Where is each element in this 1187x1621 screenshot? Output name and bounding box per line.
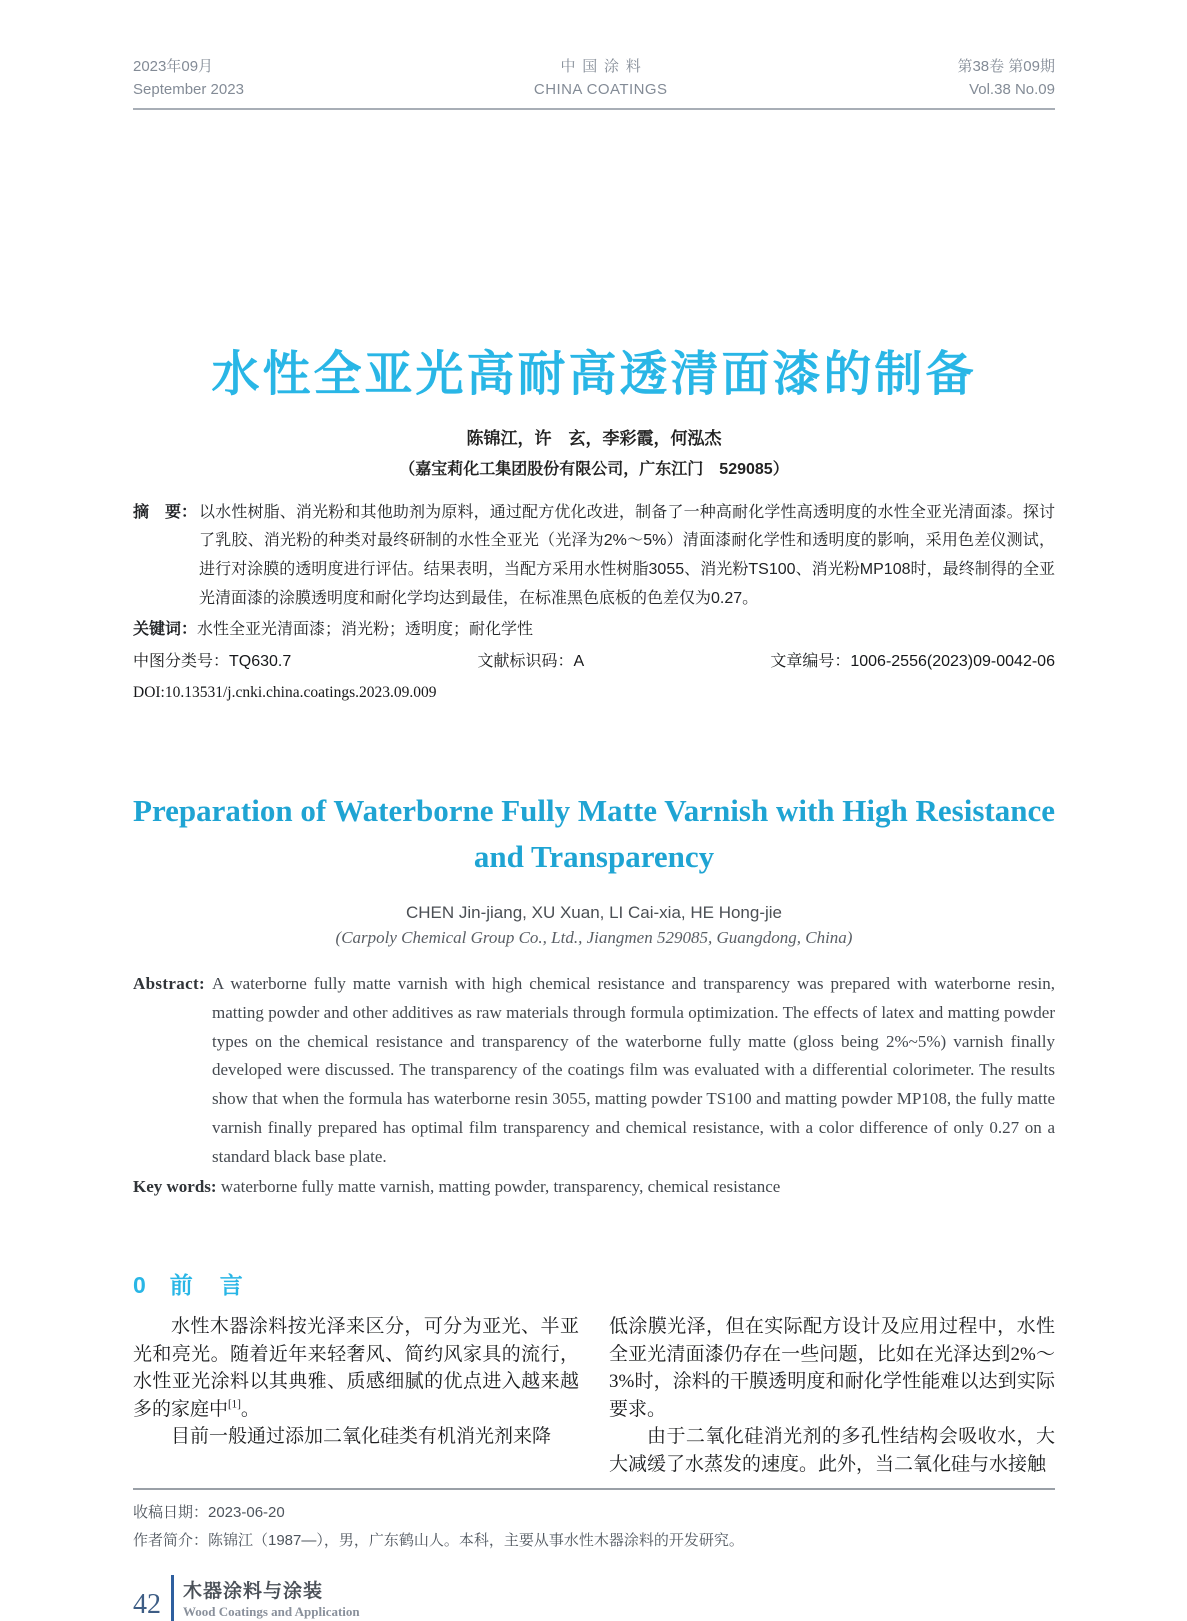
keywords-cn	[133, 616, 1055, 639]
abstract-en-label: Abstract:	[133, 973, 205, 993]
keywords-en	[133, 1177, 1055, 1197]
paragraph	[133, 1313, 579, 1423]
paragraph-text: 。	[240, 1398, 260, 1420]
page-number: 42	[133, 1588, 161, 1620]
volume-issue-cn: 第38卷 第09期	[957, 58, 1055, 75]
doi: DOI:10.13531/j.cnki.china.coatings.2023.09.009	[133, 683, 437, 701]
abstract-en-text: A waterborne fully matte varnish with high chemical resistance and transparency was prepared with waterborne resin, matting powder and other additives as raw materials through formula optimization. The effects of latex and matting powder types on the chemical resistance and transparency of the waterborne fully matte (gloss being 2%~5%) varnish finally developed were discussed. The transparency of the coatings film was evaluated with a differential colorimeter. The results show that when the formula has waterborne resin 3055, matting powder TS100 and matting powder MP108, the fully matte varnish finally prepared has optimal film transparency and chemical resistance, with a color difference of only 0.27 on a standard black base plate.	[211, 973, 1055, 1167]
page-footer	[133, 1575, 1055, 1621]
received-date: 收稿日期：2023-06-20	[133, 1504, 285, 1522]
paragraph: 目前一般通过添加二氧化硅类有机消光剂来降	[171, 1426, 552, 1448]
affiliation-cn: （嘉宝莉化工集团股份有限公司，广东江门 529085）	[399, 460, 789, 478]
issue-date-en: September 2023	[133, 80, 244, 98]
article-title-cn: 水性全亚光高耐高透清面漆的制备	[211, 348, 977, 401]
paragraph-text: 水性木器涂料按光泽来区分，可分为亚光、半亚光和亮光。随着近年来轻奢风、简约风家具的流行，水性亚光涂料以其典雅、质感细腻的优点进入越来越多的家庭中	[133, 1316, 579, 1420]
paragraph: 由于二氧化硅消光剂的多孔性结构会吸收水，大大减缓了水蒸发的速度。此外，当二氧化硅与水接触	[609, 1426, 1055, 1475]
header-volume-issue	[957, 56, 1055, 101]
body-text-columns	[133, 1313, 1055, 1478]
document-code: 文献标识码：A	[477, 652, 585, 670]
affiliation-en: (Carpoly Chemical Group Co., Ltd., Jiangmen 529085, Guangdong, China)	[335, 927, 853, 947]
footnote-block	[133, 1488, 1055, 1555]
clc-number: 中图分类号：TQ630.7	[133, 652, 292, 670]
volume-issue-en: Vol.38 No.09	[969, 80, 1055, 98]
keywords-cn-label: 关键词：	[133, 620, 198, 638]
author-bio: 作者简介：陈锦江（1987—），男，广东鹤山人。本科，主要从事水性木器涂料的开发研究。	[133, 1532, 744, 1550]
journal-name-en: CHINA COATINGS	[533, 80, 668, 98]
header-journal-name	[534, 56, 668, 101]
footer-divider-bar	[171, 1575, 174, 1621]
classification-row	[133, 648, 1055, 671]
abstract-cn-text: 以水性树脂、消光粉和其他助剂为原料，通过配方优化改进，制备了一种高耐化学性高透明度的水性全亚光清面漆。探讨了乳胶、消光粉的种类对最终研制的水性全亚光（光泽为2%～5%）清面漆耐化学性和透明度的影响，采用色差仪测试，进行对涂膜的透明度进行评估。结果表明，当配方采用水性树脂3055、消光粉TS100、消光粉MP108时，最终制得的全亚光清面漆的涂膜透明度和耐化学均达到最佳，在标准黑色底板的色差仅为0.27。	[199, 503, 1055, 607]
section-title: 前 言	[169, 1272, 245, 1299]
authors-cn: 陈锦江，许 玄，李彩霞，何泓杰	[466, 428, 722, 448]
footer-column-title-cn: 木器涂料与涂装	[183, 1580, 324, 1602]
reference-superscript: [1]	[228, 1398, 241, 1411]
abstract-cn-label: 摘 要：	[133, 503, 198, 521]
header-issue-date	[133, 56, 244, 101]
keywords-en-label: Key words:	[133, 1177, 217, 1197]
journal-name-cn: 中国涂料	[560, 58, 648, 75]
section-number: 0	[133, 1272, 148, 1299]
body-column-left	[133, 1313, 579, 1478]
article-title-en: Preparation of Waterborne Fully Matte Varnish with High Resistance and Transparency	[133, 792, 1055, 875]
section-heading-introduction	[133, 1267, 1055, 1300]
keywords-cn-text: 水性全亚光清面漆；消光粉；透明度；耐化学性	[197, 620, 534, 638]
keywords-en-text: waterborne fully matte varnish, matting powder, transparency, chemical resistance	[220, 1177, 781, 1197]
authors-en: CHEN Jin-jiang, XU Xuan, LI Cai-xia, HE Hong-jie	[405, 902, 783, 922]
article-number: 文章编号：1006-2556(2023)09-0042-06	[770, 652, 1055, 670]
footer-column-title	[183, 1576, 360, 1620]
body-column-right	[609, 1313, 1055, 1478]
footer-column-title-en: Wood Coatings and Application	[183, 1603, 360, 1619]
journal-header	[133, 56, 1055, 110]
abstract-cn	[133, 499, 1055, 614]
abstract-en	[133, 970, 1055, 1172]
paragraph: 低涂膜光泽，但在实际配方设计及应用过程中，水性全亚光清面漆仍存在一些问题，比如在光泽达到2%～3%时，涂料的干膜透明度和耐化学性能难以达到实际要求。	[609, 1316, 1055, 1420]
issue-date-cn: 2023年09月	[133, 58, 214, 75]
